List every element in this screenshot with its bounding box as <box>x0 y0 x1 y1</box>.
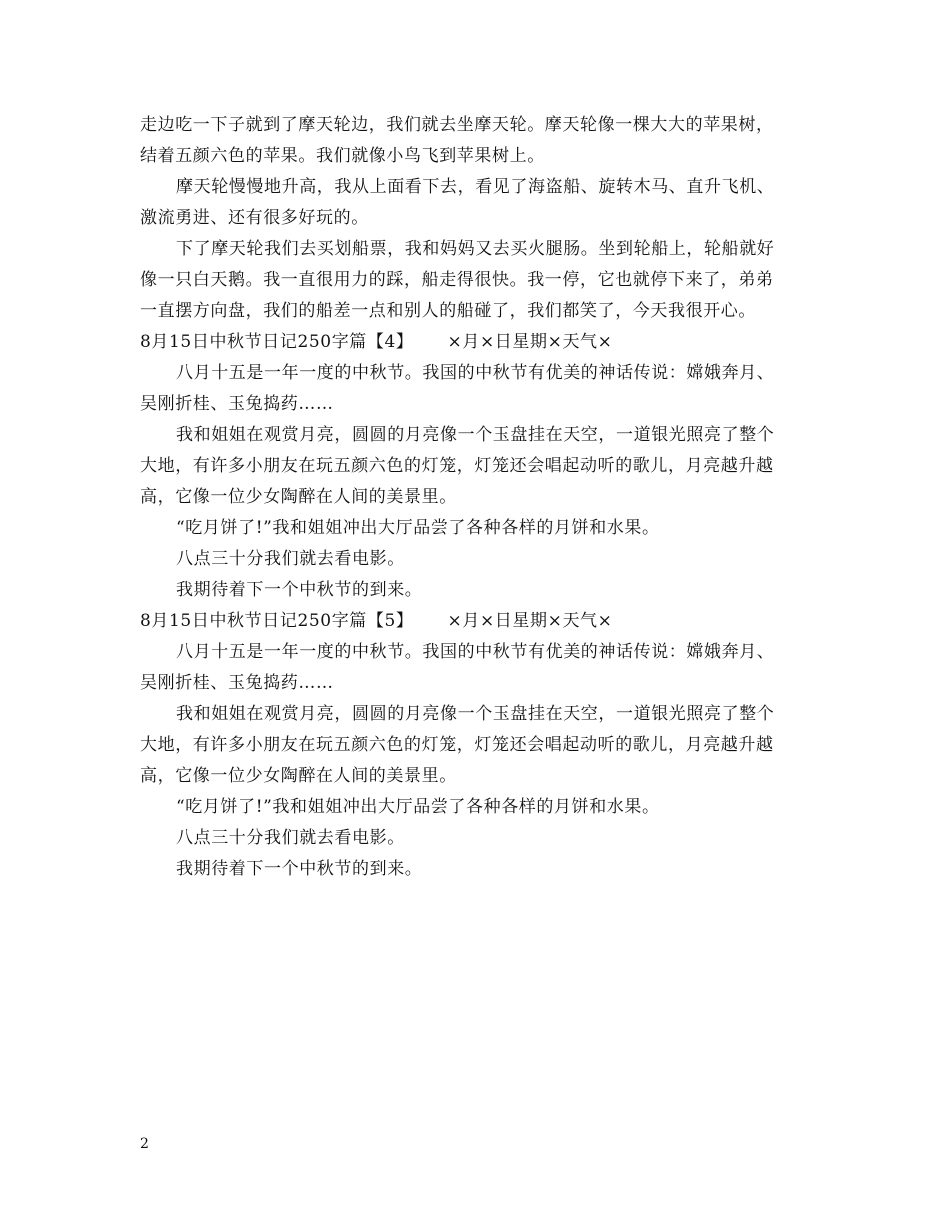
text-line: 高，它像一位少女陶醉在人间的美景里。 <box>140 487 457 507</box>
paragraph-start-line: 八月十五是一年一度的中秋节。我国的中秋节有优美的神话传说：嫦娥奔月、 <box>176 363 775 383</box>
section-heading-meta: ×月×日星期×天气× <box>447 611 613 631</box>
text-line: 大地，有许多小朋友在玩五颜六色的灯笼，灯笼还会唱起动听的歌儿，月亮越升越 <box>140 735 774 755</box>
text-line: 吴刚折桂、玉兔捣药…… <box>140 673 334 693</box>
text-line: 高，它像一位少女陶醉在人间的美景里。 <box>140 766 457 786</box>
paragraph-start-line: 摩天轮慢慢地升高，我从上面看下去，看见了海盗船、旋转木马、直升飞机、 <box>176 177 775 197</box>
text-line: 像一只白天鹅。我一直很用力的踩，船走得很快。我一停，它也就停下来了，弟弟 <box>140 270 774 290</box>
paragraph-start-line: 八月十五是一年一度的中秋节。我国的中秋节有优美的神话传说：嫦娥奔月、 <box>176 642 775 662</box>
document-body <box>140 110 820 885</box>
paragraph-start-line: “吃月饼了!”我和姐姐冲出大厅品尝了各种各样的月饼和水果。 <box>176 797 660 817</box>
section-heading <box>140 327 820 358</box>
text-line: 结着五颜六色的苹果。我们就像小鸟飞到苹果树上。 <box>140 146 545 166</box>
paragraph-start-line: 下了摩天轮我们去买划船票，我和妈妈又去买火腿肠。坐到轮船上，轮船就好 <box>176 239 775 259</box>
page-number: 2 <box>140 1136 149 1152</box>
paragraph-start-line: 我期待着下一个中秋节的到来。 <box>176 580 423 600</box>
paragraph-start-line: “吃月饼了!”我和姐姐冲出大厅品尝了各种各样的月饼和水果。 <box>176 518 660 538</box>
paragraph-start-line: 我和姐姐在观赏月亮，圆圆的月亮像一个玉盘挂在天空，一道银光照亮了整个 <box>176 425 775 445</box>
section-heading-meta: ×月×日星期×天气× <box>447 332 613 352</box>
section-heading-title: 8月15日中秋节日记250字篇【5】 <box>140 611 414 631</box>
text-line: 一直摆方向盘，我们的船差一点和别人的船碰了，我们都笑了，今天我很开心。 <box>140 301 756 321</box>
text-line: 激流勇进、还有很多好玩的。 <box>140 208 369 228</box>
text-line: 吴刚折桂、玉兔捣药…… <box>140 394 334 414</box>
text-line: 大地，有许多小朋友在玩五颜六色的灯笼，灯笼还会唱起动听的歌儿，月亮越升越 <box>140 456 774 476</box>
section-heading-title: 8月15日中秋节日记250字篇【4】 <box>140 332 414 352</box>
paragraph-start-line: 八点三十分我们就去看电影。 <box>176 549 405 569</box>
paragraph-start-line: 我和姐姐在观赏月亮，圆圆的月亮像一个玉盘挂在天空，一道银光照亮了整个 <box>176 704 775 724</box>
paragraph-start-line: 八点三十分我们就去看电影。 <box>176 828 405 848</box>
section-heading <box>140 606 820 637</box>
text-line: 走边吃一下子就到了摩天轮边，我们就去坐摩天轮。摩天轮像一棵大大的苹果树， <box>140 115 774 135</box>
paragraph-start-line: 我期待着下一个中秋节的到来。 <box>176 859 423 879</box>
